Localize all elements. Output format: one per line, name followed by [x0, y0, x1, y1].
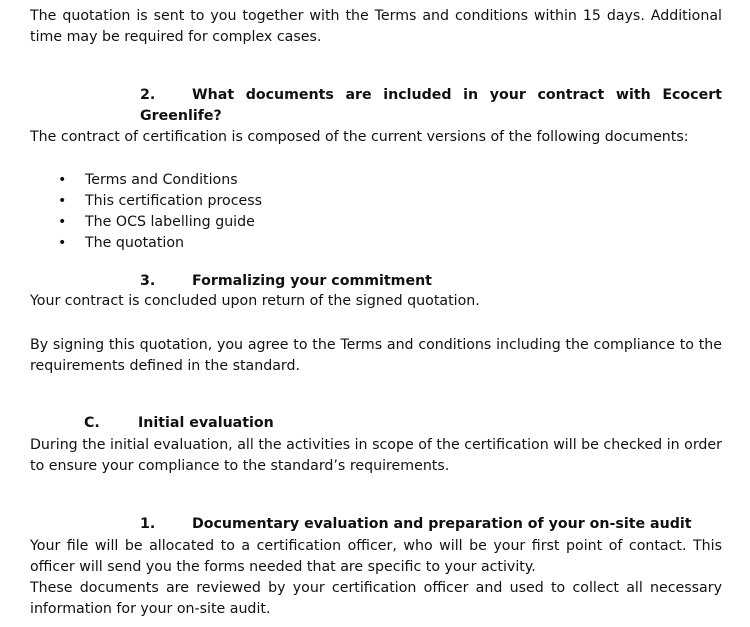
section-3-paragraph-2: By signing this quotation, you agree to the Terms and conditions including the compliance to the requirements defined in the standard. [30, 337, 722, 374]
list-item [30, 233, 262, 254]
section-2-paragraph: The contract of certification is composed of the current versions of the following documents: [30, 129, 689, 145]
section-c1-paragraph-2: These documents are reviewed by your certification officer and used to collect all necessary information for your on-site audit. [30, 580, 722, 617]
documents-list [30, 170, 262, 254]
list-item-label: The OCS labelling guide [85, 214, 255, 230]
section-title: Formalizing your commitment [192, 273, 432, 289]
section-title: What documents are included in your contract with Ecocert Greenlife? [140, 87, 722, 124]
list-item [30, 170, 262, 191]
section-number: 3. [140, 273, 156, 289]
section-number: 2. [140, 87, 156, 103]
bullet-icon: • [58, 235, 67, 251]
list-item [30, 212, 262, 233]
section-heading-c1 [140, 514, 722, 535]
section-title: Documentary evaluation and preparation of your on-site audit [192, 516, 692, 532]
bullet-icon: • [58, 193, 67, 209]
list-item-label: The quotation [85, 235, 185, 251]
bullet-icon: • [58, 172, 67, 188]
section-3-paragraph-1: Your contract is concluded upon return of the signed quotation. [30, 293, 480, 309]
list-item [30, 191, 262, 212]
section-number: 1. [140, 516, 156, 532]
section-number: C. [84, 415, 100, 431]
list-item-label: This certification process [85, 193, 263, 209]
bullet-icon: • [58, 214, 67, 230]
section-c1-paragraph-1: Your file will be allocated to a certification officer, who will be your first point of contact. This officer will send you the forms needed that are specific to your activity. [30, 538, 722, 575]
list-item-label: Terms and Conditions [85, 172, 238, 188]
section-c-paragraph: During the initial evaluation, all the activities in scope of the certification will be checked in order to ensure your compliance to the standard’s requirements. [30, 437, 722, 474]
section-heading-c [84, 413, 722, 434]
section-heading-2 [140, 85, 722, 127]
section-title: Initial evaluation [138, 415, 274, 431]
section-heading-3 [140, 271, 722, 292]
intro-paragraph: The quotation is sent to you together with the Terms and conditions within 15 days. Additional time may be required for complex cases. [30, 8, 722, 45]
